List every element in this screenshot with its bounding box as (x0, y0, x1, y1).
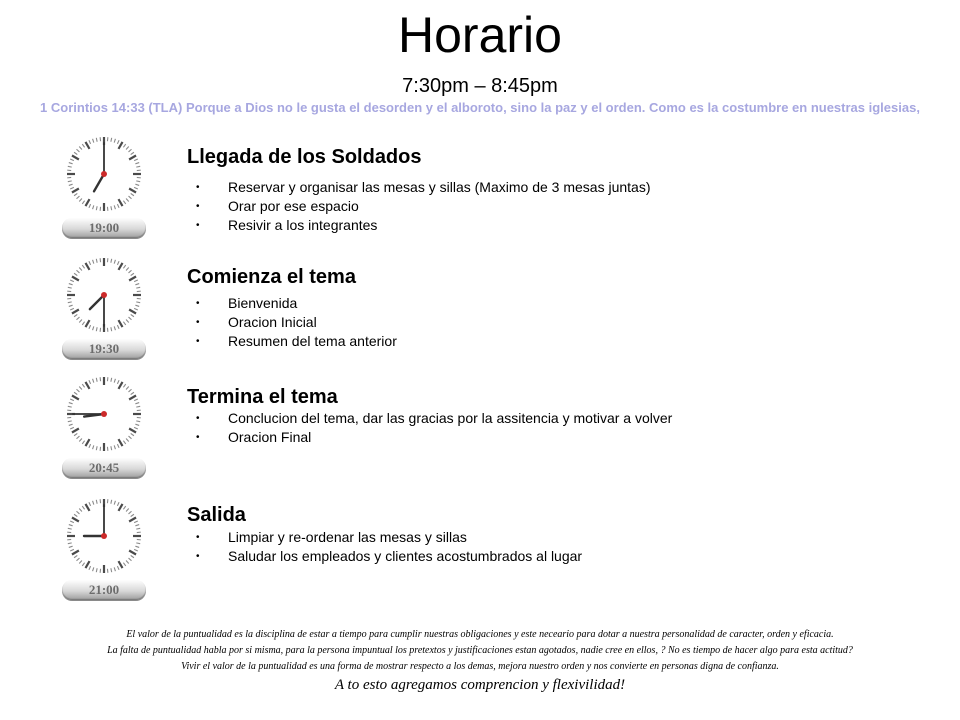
clock-tick (114, 379, 115, 383)
clock-19-00 (58, 134, 150, 248)
clock-time-label: 20:45 (62, 458, 146, 478)
clock-tick (70, 159, 74, 161)
clock-tick (126, 199, 129, 202)
clock-tick (89, 261, 91, 265)
clock-tick (126, 439, 129, 442)
clock-tick (129, 156, 136, 160)
list-item: • Resumen del tema anterior (196, 332, 397, 351)
footer-line: Vivir el valor de la puntualidad es una forma de mostrar respecto a los demas, mejora nuestro orden y nos convierte en personas digna de confianza. (181, 661, 779, 672)
clock-tick (129, 196, 132, 199)
clock-hour-hand (90, 295, 104, 309)
clock-tick (69, 184, 73, 185)
list-item: • Oracion Final (196, 428, 672, 447)
clock-tick (131, 555, 134, 557)
clock-tick (111, 378, 112, 382)
clock-tick (68, 181, 72, 182)
clock-tick (86, 199, 90, 206)
clock-tick (129, 317, 132, 320)
clock-tick (74, 433, 77, 435)
clock-tick (114, 139, 115, 143)
clock-tick (129, 270, 132, 273)
list-item: • Orar por ese espacio (196, 197, 650, 216)
clock-tick (134, 187, 138, 189)
bible-verse: 1 Corintios 14:33 (TLA) Porque a Dios no le gusta el desorden y el alboroto, sino la paz y el orden. Como es la costumbre en nuestras iglesias, (40, 100, 920, 115)
clock-tick (86, 382, 90, 389)
clock-tick (111, 259, 112, 263)
clock-tick (119, 320, 123, 327)
clock-tick (126, 147, 129, 150)
clock-tick (134, 427, 138, 429)
clock-tick (136, 302, 140, 303)
clock-tick (89, 380, 91, 384)
clock-tick (129, 149, 132, 152)
clock-tick (114, 205, 115, 209)
clock-tick (96, 568, 97, 572)
clock-tick (136, 287, 140, 288)
list-item: • Reservar y organisar las mesas y sillas (Maximo de 3 mesas juntas) (196, 178, 650, 197)
clock-tick (79, 509, 82, 512)
clock-tick (68, 406, 72, 407)
clock-tick (82, 384, 84, 387)
clock-tick (72, 189, 79, 193)
clock-tick (114, 567, 115, 571)
section-list-comienza (196, 294, 397, 351)
clock-tick (69, 305, 73, 306)
clock-tick (72, 156, 79, 160)
clock-tick (119, 382, 123, 389)
section-list-termina (196, 409, 672, 447)
clock-tick (135, 305, 139, 306)
clock-tick (77, 270, 80, 273)
clock-center-dot (101, 411, 107, 417)
clock-tick (82, 441, 84, 444)
clock-tick (72, 518, 79, 522)
clock-center-dot (101, 533, 107, 539)
clock-tick (79, 320, 82, 323)
clock-tick (69, 163, 73, 164)
clock-tick (89, 140, 91, 144)
clock-tick (70, 399, 74, 401)
clock-tick (111, 446, 112, 450)
clock-tick (129, 189, 136, 193)
clock-tick (126, 387, 129, 390)
clock-tick (114, 260, 115, 264)
section-title-salida: Salida (187, 504, 246, 526)
clock-tick (96, 259, 97, 263)
clock-tick (136, 406, 140, 407)
clock-tick (74, 555, 77, 557)
clock-tick (68, 421, 72, 422)
clock-tick (119, 263, 123, 270)
section-list-llegada (196, 178, 650, 235)
clock-tick (111, 138, 112, 142)
clock-tick (131, 514, 134, 516)
clock-tick (135, 424, 139, 425)
clock-tick (93, 260, 94, 264)
clock-tick (68, 543, 72, 544)
clock-tick (72, 551, 79, 555)
clock-tick (135, 525, 139, 526)
list-item: • Bienvenida (196, 294, 397, 313)
clock-tick (134, 159, 138, 161)
clock-tick (70, 427, 74, 429)
clock-tick (131, 273, 134, 275)
clock-tick (114, 445, 115, 449)
clock-tick (111, 568, 112, 572)
clock-tick (117, 325, 119, 329)
clock-tick (77, 196, 80, 199)
clock-tick (82, 201, 84, 204)
clock-tick (89, 325, 91, 329)
clock-tick (68, 166, 72, 167)
clock-tick (117, 204, 119, 208)
clock-tick (123, 563, 125, 566)
clock-tick (123, 144, 125, 147)
clock-center-dot (101, 171, 107, 177)
clock-tick (96, 138, 97, 142)
clock-tick (129, 310, 136, 314)
list-item: • Saludar los empleados y clientes acostumbrados al lugar (196, 547, 582, 566)
clock-tick (129, 518, 136, 522)
clock-tick (134, 549, 138, 551)
clock-tick (136, 181, 140, 182)
clock-tick (93, 379, 94, 383)
clock-tick (119, 561, 123, 568)
list-item: • Limpiar y re-ordenar las mesas y sillas (196, 528, 582, 547)
clock-tick (69, 525, 73, 526)
clock-tick (131, 152, 134, 154)
clock-tick (89, 204, 91, 208)
clock-tick (119, 439, 123, 446)
footer-closing: A to esto agregamos comprencion y flexivilidad! (334, 677, 626, 693)
clock-icon (58, 496, 150, 582)
clock-tick (69, 284, 73, 285)
section-title-termina: Termina el tema (187, 386, 338, 408)
clock-tick (93, 445, 94, 449)
clock-tick (117, 380, 119, 384)
clock-tick (126, 509, 129, 512)
clock-tick (117, 261, 119, 265)
clock-tick (74, 193, 77, 195)
clock-time-label: 19:00 (62, 218, 146, 238)
clock-tick (131, 392, 134, 394)
clock-tick (134, 399, 138, 401)
clock-tick (126, 268, 129, 271)
clock-icon (58, 255, 150, 341)
clock-tick (129, 558, 132, 561)
clock-tick (89, 444, 91, 448)
clock-tick (134, 280, 138, 282)
clock-tick (72, 429, 79, 433)
clock-tick (74, 152, 77, 154)
clock-icon (58, 374, 150, 460)
clock-tick (111, 327, 112, 331)
clock-icon (58, 134, 150, 220)
clock-tick (136, 528, 140, 529)
clock-tick (74, 392, 77, 394)
clock-tick (119, 142, 123, 149)
clock-tick (111, 500, 112, 504)
clock-tick (136, 421, 140, 422)
clock-tick (123, 322, 125, 325)
clock-tick (79, 387, 82, 390)
page-title: Horario (398, 7, 562, 63)
clock-tick (111, 206, 112, 210)
clock-tick (69, 403, 73, 404)
clock-tick (129, 277, 136, 281)
clock-tick (77, 436, 80, 439)
section-title-comienza: Comienza el tema (187, 266, 356, 288)
clock-tick (82, 144, 84, 147)
clock-20-45 (58, 374, 150, 488)
clock-tick (135, 403, 139, 404)
clock-tick (131, 314, 134, 316)
clock-tick (114, 501, 115, 505)
clock-tick (70, 549, 74, 551)
footer-line: La falta de puntualidad habla por si misma, para la persona impuntual los pretextos y justificaciones estan agotados, nadie cree en ellos, ? No es tiempo de hacer algo para esta actitud? (107, 645, 853, 656)
clock-tick (72, 396, 79, 400)
clock-tick (89, 566, 91, 570)
clock-tick (117, 566, 119, 570)
clock-tick (74, 273, 77, 275)
clock-tick (93, 567, 94, 571)
clock-tick (134, 521, 138, 523)
clock-tick (93, 326, 94, 330)
clock-tick (72, 277, 79, 281)
clock-tick (82, 265, 84, 268)
clock-tick (69, 546, 73, 547)
clock-tick (68, 287, 72, 288)
clock-tick (123, 506, 125, 509)
clock-tick (119, 199, 123, 206)
clock-tick (123, 265, 125, 268)
clock-tick (96, 500, 97, 504)
clock-tick (126, 561, 129, 564)
section-title-llegada: Llegada de los Soldados (187, 146, 422, 168)
clock-hour-hand (94, 174, 104, 191)
clock-tick (77, 511, 80, 514)
footer-line: El valor de la puntualidad es la disciplina de estar a tiempo para cumplir nuestras obligaciones y este neceario para dotar a nuestra personalidad de caracter, orden y eficacia. (126, 629, 834, 640)
clock-tick (114, 326, 115, 330)
clock-tick (82, 506, 84, 509)
clock-tick (123, 201, 125, 204)
clock-tick (93, 139, 94, 143)
clock-tick (68, 528, 72, 529)
clock-tick (72, 310, 79, 314)
footer-text (0, 627, 960, 695)
clock-tick (77, 558, 80, 561)
list-item: • Resivir a los integrantes (196, 216, 650, 235)
clock-tick (123, 384, 125, 387)
clock-tick (135, 546, 139, 547)
list-item: • Conclucion del tema, dar las gracias por la assitencia y motivar a volver (196, 409, 672, 428)
clock-tick (74, 514, 77, 516)
clock-tick (93, 205, 94, 209)
clock-tick (129, 429, 136, 433)
clock-tick (117, 444, 119, 448)
clock-tick (136, 543, 140, 544)
clock-tick (89, 502, 91, 506)
clock-tick (79, 147, 82, 150)
clock-tick (136, 166, 140, 167)
clock-tick (93, 501, 94, 505)
clock-tick (69, 424, 73, 425)
clock-tick (117, 502, 119, 506)
clock-21-00 (58, 496, 150, 610)
clock-tick (135, 163, 139, 164)
clock-tick (77, 389, 80, 392)
clock-tick (96, 378, 97, 382)
clock-tick (86, 320, 90, 327)
clock-tick (86, 561, 90, 568)
clock-tick (68, 302, 72, 303)
clock-tick (129, 389, 132, 392)
clock-tick (96, 446, 97, 450)
clock-tick (77, 317, 80, 320)
clock-tick (77, 149, 80, 152)
clock-tick (86, 504, 90, 511)
clock-tick (82, 322, 84, 325)
clock-19-30 (58, 255, 150, 369)
clock-tick (131, 433, 134, 435)
clock-tick (70, 187, 74, 189)
clock-tick (74, 314, 77, 316)
clock-tick (119, 504, 123, 511)
clock-tick (129, 396, 136, 400)
clock-tick (135, 184, 139, 185)
clock-tick (82, 563, 84, 566)
clock-tick (131, 193, 134, 195)
clock-tick (126, 320, 129, 323)
clock-tick (79, 199, 82, 202)
clock-tick (79, 439, 82, 442)
clock-tick (134, 308, 138, 310)
clock-tick (129, 551, 136, 555)
clock-tick (70, 521, 74, 523)
list-item: • Oracion Inicial (196, 313, 397, 332)
clock-tick (79, 561, 82, 564)
section-list-salida (196, 528, 582, 566)
clock-time-label: 21:00 (62, 580, 146, 600)
clock-tick (129, 436, 132, 439)
clock-tick (117, 140, 119, 144)
clock-tick (86, 439, 90, 446)
clock-center-dot (101, 292, 107, 298)
clock-tick (123, 441, 125, 444)
clock-tick (86, 263, 90, 270)
time-range: 7:30pm – 8:45pm (402, 75, 558, 97)
clock-tick (135, 284, 139, 285)
clock-tick (96, 206, 97, 210)
clock-tick (86, 142, 90, 149)
clock-tick (70, 280, 74, 282)
clock-tick (70, 308, 74, 310)
clock-tick (96, 327, 97, 331)
clock-tick (79, 268, 82, 271)
clock-time-label: 19:30 (62, 339, 146, 359)
clock-tick (129, 511, 132, 514)
